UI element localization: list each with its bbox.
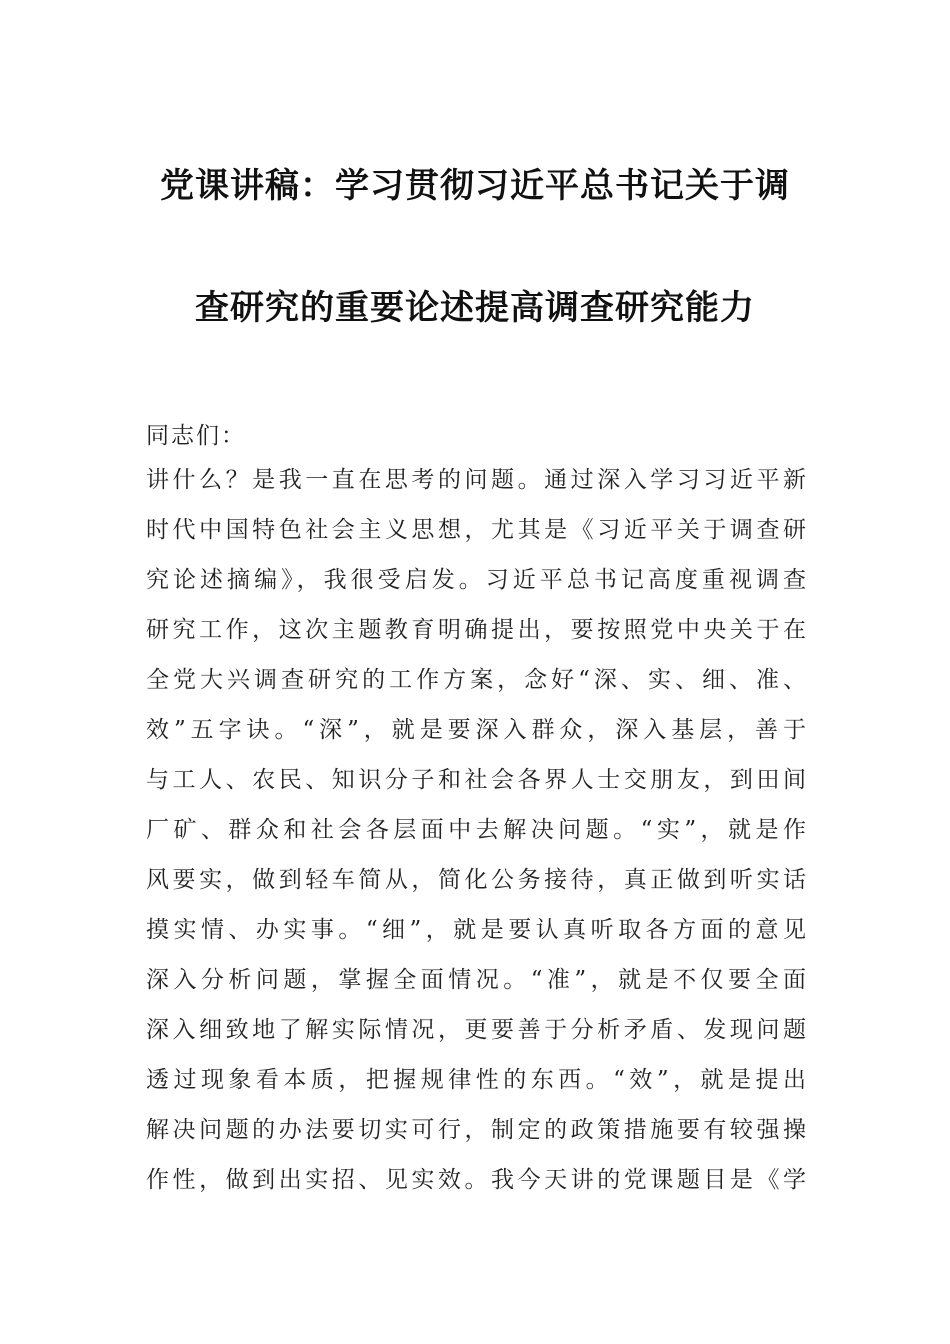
body-line: 时代中国特色社会主义思想，尤其是《习近平关于调查研	[146, 517, 806, 543]
body-line: 风要实，做到轻车简从，简化公务接待，真正做到听实话	[146, 867, 806, 893]
body-line: 深入细致地了解实际情况，更要善于分析矛盾、发现问题	[146, 1017, 806, 1043]
document-title-line-2: 查研究的重要论述提高调查研究能力	[195, 288, 755, 328]
body-line: 深入分析问题，掌握全面情况。“准”，就是不仅要全面	[146, 967, 806, 993]
body-line: 讲什么？是我一直在思考的问题。通过深入学习习近平新	[146, 467, 806, 493]
body-text	[146, 462, 806, 1212]
body-line: 全党大兴调查研究的工作方案，念好“深、实、细、准、	[146, 667, 806, 693]
body-line: 与工人、农民、知识分子和社会各界人士交朋友，到田间	[146, 767, 806, 793]
salutation: 同志们：	[146, 423, 246, 449]
body-line: 解决问题的办法要切实可行，制定的政策措施要有较强操	[146, 1117, 806, 1143]
body-line: 作性，做到出实招、见实效。我今天讲的党课题目是《学	[146, 1167, 806, 1193]
body-line: 研究工作，这次主题教育明确提出，要按照党中央关于在	[146, 617, 806, 643]
body-line: 厂矿、群众和社会各层面中去解决问题。“实”，就是作	[146, 817, 806, 843]
body-line: 透过现象看本质，把握规律性的东西。“效”，就是提出	[146, 1067, 806, 1093]
body-line: 究论述摘编》，我很受启发。习近平总书记高度重视调查	[146, 567, 806, 593]
body-line: 效”五字诀。“深”，就是要深入群众，深入基层，善于	[146, 717, 806, 743]
document-title-line-1: 党课讲稿：学习贯彻习近平总书记关于调	[160, 166, 790, 206]
body-line: 摸实情、办实事。“细”，就是要认真听取各方面的意见	[146, 917, 806, 943]
